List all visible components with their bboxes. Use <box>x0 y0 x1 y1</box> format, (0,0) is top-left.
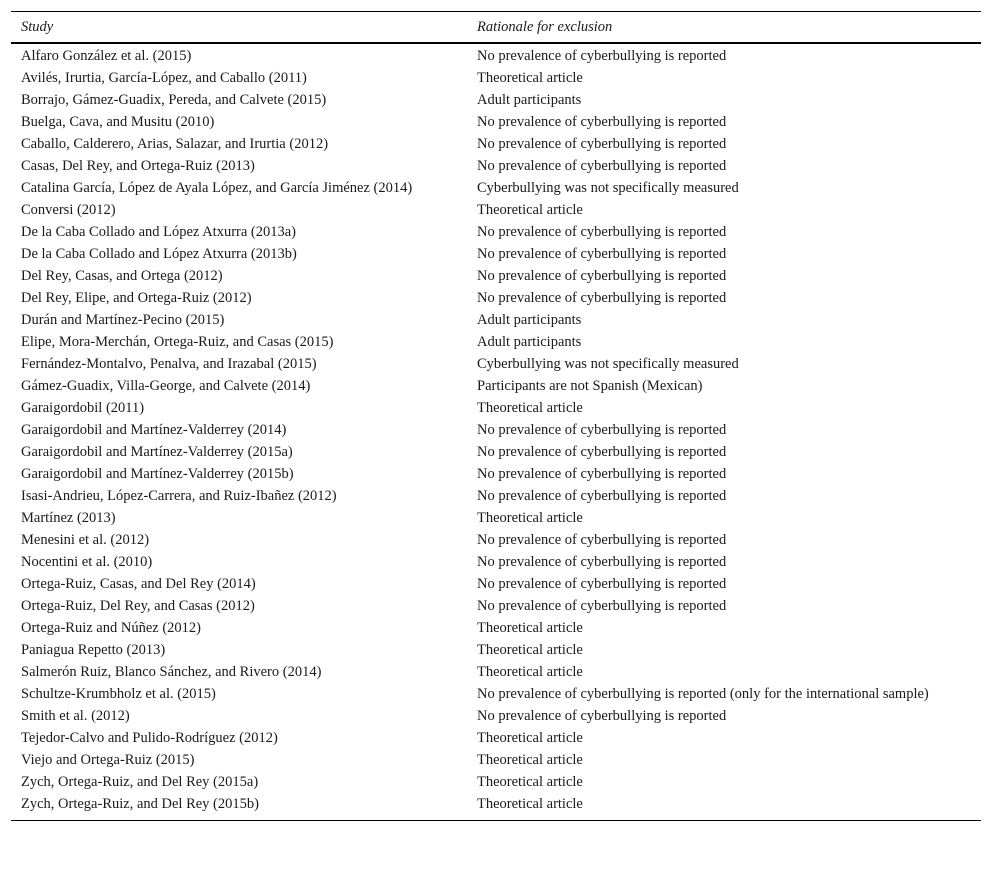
exclusion-table-container <box>11 11 981 821</box>
rationale-cell: No prevalence of cyberbullying is reported (only for the international sample) <box>477 686 929 702</box>
study-cell: Conversi (2012) <box>21 202 116 218</box>
rationale-cell: Theoretical article <box>477 642 583 658</box>
table-row <box>11 418 981 440</box>
rationale-cell: No prevalence of cyberbullying is reported <box>477 158 727 174</box>
study-cell: Buelga, Cava, and Musitu (2010) <box>21 114 215 130</box>
header-row <box>11 12 981 44</box>
study-cell: Catalina García, López de Ayala López, and García Jiménez (2014) <box>21 180 413 196</box>
study-cell: Nocentini et al. (2010) <box>21 554 153 570</box>
rationale-cell: No prevalence of cyberbullying is reported <box>477 136 727 152</box>
study-cell: Zych, Ortega-Ruiz, and Del Rey (2015b) <box>21 796 259 812</box>
table-row <box>11 726 981 748</box>
study-cell: Zych, Ortega-Ruiz, and Del Rey (2015a) <box>21 774 259 790</box>
study-cell: Ortega-Ruiz and Núñez (2012) <box>21 620 201 636</box>
rationale-cell: Participants are not Spanish (Mexican) <box>477 378 703 394</box>
table-row <box>11 682 981 704</box>
rationale-cell: Theoretical article <box>477 664 583 680</box>
study-cell: Avilés, Irurtia, García-López, and Caballo (2011) <box>21 70 307 86</box>
study-cell: Smith et al. (2012) <box>21 708 130 724</box>
study-cell: Tejedor-Calvo and Pulido-Rodríguez (2012) <box>21 730 278 746</box>
study-cell: Casas, Del Rey, and Ortega-Ruiz (2013) <box>21 158 255 174</box>
study-cell: Salmerón Ruiz, Blanco Sánchez, and Rivero (2014) <box>21 664 322 680</box>
table-row <box>11 770 981 792</box>
table-row <box>11 792 981 821</box>
rationale-cell: No prevalence of cyberbullying is reported <box>477 554 727 570</box>
study-cell: Caballo, Calderero, Arias, Salazar, and Irurtia (2012) <box>21 136 329 152</box>
study-cell: Schultze-Krumbholz et al. (2015) <box>21 686 216 702</box>
table-row <box>11 396 981 418</box>
rationale-cell: Theoretical article <box>477 752 583 768</box>
table-row <box>11 484 981 506</box>
study-cell: Ortega-Ruiz, Del Rey, and Casas (2012) <box>21 598 255 614</box>
table-row <box>11 528 981 550</box>
table-row <box>11 462 981 484</box>
rationale-cell: Theoretical article <box>477 202 583 218</box>
table-row <box>11 616 981 638</box>
table-body <box>11 43 981 821</box>
table-row <box>11 66 981 88</box>
rationale-cell: No prevalence of cyberbullying is reported <box>477 224 727 240</box>
study-cell: Garaigordobil and Martínez-Valderrey (2014) <box>21 422 287 438</box>
rationale-cell: Theoretical article <box>477 796 583 812</box>
table-row <box>11 374 981 396</box>
table-row <box>11 330 981 352</box>
table-row <box>11 43 981 66</box>
rationale-cell: Adult participants <box>477 334 582 350</box>
rationale-cell: Theoretical article <box>477 620 583 636</box>
study-cell: Menesini et al. (2012) <box>21 532 150 548</box>
study-cell: Del Rey, Elipe, and Ortega-Ruiz (2012) <box>21 290 252 306</box>
rationale-cell: No prevalence of cyberbullying is reported <box>477 488 727 504</box>
study-cell: Fernández-Montalvo, Penalva, and Irazabal (2015) <box>21 356 317 372</box>
rationale-cell: No prevalence of cyberbullying is reported <box>477 598 727 614</box>
table-row <box>11 154 981 176</box>
table-row <box>11 308 981 330</box>
table-row <box>11 704 981 726</box>
study-cell: Durán and Martínez-Pecino (2015) <box>21 312 225 328</box>
rationale-cell: Cyberbullying was not specifically measured <box>477 180 739 196</box>
table-row <box>11 660 981 682</box>
table-row <box>11 638 981 660</box>
table-row <box>11 88 981 110</box>
rationale-cell: No prevalence of cyberbullying is reported <box>477 532 727 548</box>
table-row <box>11 220 981 242</box>
study-cell: De la Caba Collado and López Atxurra (2013b) <box>21 246 297 262</box>
study-cell: Paniagua Repetto (2013) <box>21 642 166 658</box>
study-cell: Isasi-Andrieu, López-Carrera, and Ruiz-Ibañez (2012) <box>21 488 337 504</box>
table-row <box>11 594 981 616</box>
table-row <box>11 110 981 132</box>
rationale-cell: No prevalence of cyberbullying is reported <box>477 422 727 438</box>
study-cell: Del Rey, Casas, and Ortega (2012) <box>21 268 223 284</box>
rationale-cell: Adult participants <box>477 92 582 108</box>
study-cell: Garaigordobil and Martínez-Valderrey (2015b) <box>21 466 294 482</box>
rationale-cell: Cyberbullying was not specifically measured <box>477 356 739 372</box>
rationale-cell: No prevalence of cyberbullying is reported <box>477 290 727 306</box>
table-header <box>11 12 981 44</box>
rationale-cell: Theoretical article <box>477 510 583 526</box>
table-row <box>11 748 981 770</box>
table-row <box>11 176 981 198</box>
rationale-cell: Theoretical article <box>477 730 583 746</box>
table-row <box>11 198 981 220</box>
header-rationale: Rationale for exclusion <box>477 18 613 35</box>
study-cell: Garaigordobil (2011) <box>21 400 145 416</box>
rationale-cell: No prevalence of cyberbullying is reported <box>477 114 727 130</box>
study-cell: Ortega-Ruiz, Casas, and Del Rey (2014) <box>21 576 256 592</box>
table-row <box>11 506 981 528</box>
table-row <box>11 286 981 308</box>
rationale-cell: No prevalence of cyberbullying is reported <box>477 48 727 64</box>
rationale-cell: No prevalence of cyberbullying is reported <box>477 466 727 482</box>
table-row <box>11 572 981 594</box>
study-cell: Elipe, Mora-Merchán, Ortega-Ruiz, and Casas (2015) <box>21 334 334 350</box>
rationale-cell: No prevalence of cyberbullying is reported <box>477 708 727 724</box>
table-row <box>11 440 981 462</box>
table-row <box>11 550 981 572</box>
header-study: Study <box>21 18 54 35</box>
study-cell: Garaigordobil and Martínez-Valderrey (2015a) <box>21 444 293 460</box>
exclusion-table <box>11 11 981 821</box>
study-cell: Martínez (2013) <box>21 510 116 526</box>
table-row <box>11 352 981 374</box>
table-row <box>11 242 981 264</box>
rationale-cell: Theoretical article <box>477 400 583 416</box>
table-row <box>11 132 981 154</box>
study-cell: Gámez-Guadix, Villa-George, and Calvete (2014) <box>21 378 311 394</box>
rationale-cell: Theoretical article <box>477 774 583 790</box>
rationale-cell: Theoretical article <box>477 70 583 86</box>
rationale-cell: No prevalence of cyberbullying is reported <box>477 268 727 284</box>
table-row <box>11 264 981 286</box>
study-cell: Viejo and Ortega-Ruiz (2015) <box>21 752 195 768</box>
study-cell: De la Caba Collado and López Atxurra (2013a) <box>21 224 297 240</box>
study-cell: Borrajo, Gámez-Guadix, Pereda, and Calvete (2015) <box>21 92 327 108</box>
rationale-cell: No prevalence of cyberbullying is reported <box>477 576 727 592</box>
rationale-cell: No prevalence of cyberbullying is reported <box>477 444 727 460</box>
rationale-cell: No prevalence of cyberbullying is reported <box>477 246 727 262</box>
rationale-cell: Adult participants <box>477 312 582 328</box>
study-cell: Alfaro González et al. (2015) <box>21 48 192 64</box>
